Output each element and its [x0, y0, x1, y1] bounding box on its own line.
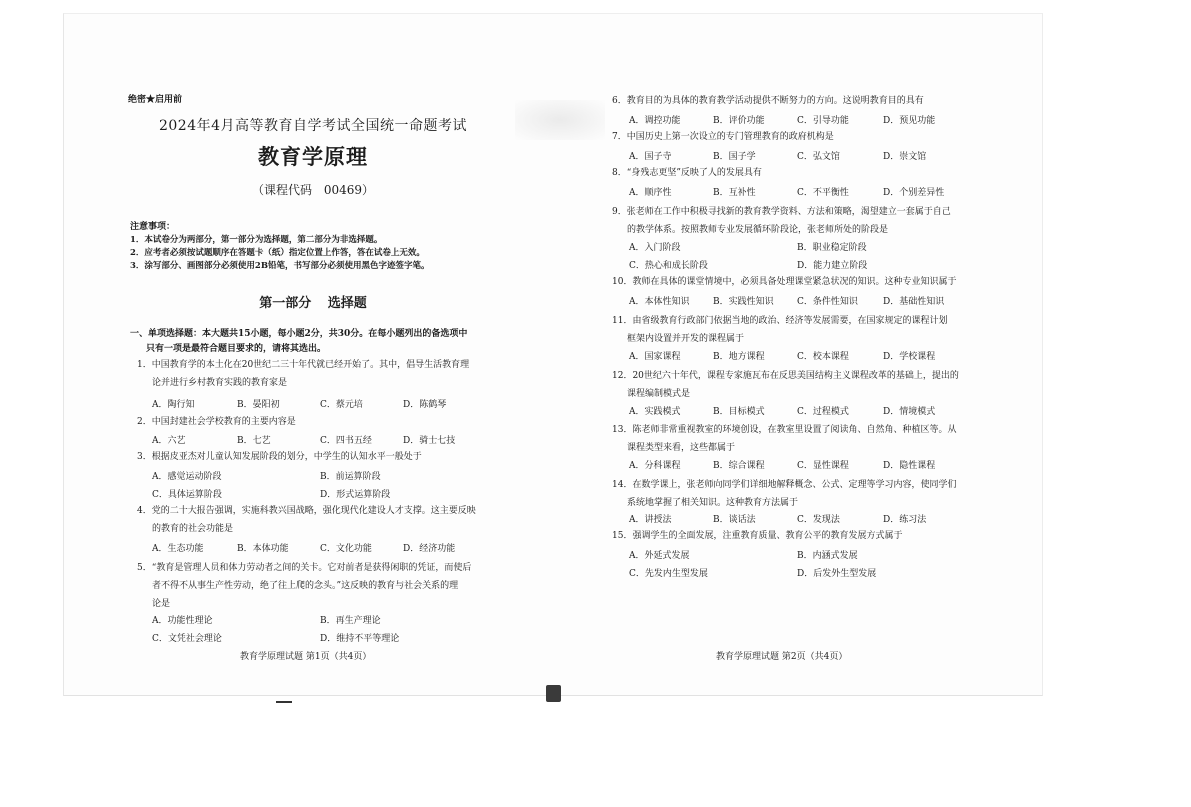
scan-smudge [515, 100, 605, 140]
option-c: C．文凭社会理论 [152, 634, 222, 644]
option-c: C．具体运算阶段 [152, 490, 222, 500]
option-b: B．国子学 [713, 152, 756, 162]
question-9 [612, 203, 977, 239]
question-stem: 8．“身残志更坚”反映了人的发展具有 [612, 168, 762, 178]
option-c: C．文化功能 [320, 544, 372, 554]
note-item: 2．应考者必须按试题顺序在答题卡（纸）指定位置上作答，答在试卷上无效。 [130, 248, 425, 258]
option-a: A．顺序性 [629, 188, 672, 198]
question-stem-cont: 的教学体系。按照教师专业发展循环阶段论，张老师所处的阶段是 [627, 225, 889, 235]
option-b: B．内涵式发展 [797, 551, 858, 561]
question-stem-cont: 的教育的社会功能是 [152, 524, 234, 534]
option-d: D．基础性知识 [883, 297, 945, 307]
option-d: D．隐性课程 [883, 461, 936, 471]
question-6 [612, 95, 977, 107]
option-c: C．过程模式 [797, 407, 849, 417]
option-c: C．校本课程 [797, 352, 849, 362]
note-item: 1．本试卷分为两部分，第一部分为选择题，第二部分为非选择题。 [130, 235, 383, 245]
option-c: C．不平衡性 [797, 188, 849, 198]
question-stem: 3．根据皮亚杰对儿童认知发展阶段的划分，中学生的认知水平一般处于 [137, 452, 422, 462]
option-d: D．陈鹤琴 [403, 400, 447, 410]
part-label: 第一部分 [259, 296, 312, 311]
page-footer-2: 教育学原理试题 第2页（共4页） [716, 652, 848, 662]
question-12 [612, 367, 982, 403]
question-15 [612, 530, 982, 542]
notes-heading: 注意事项： [130, 222, 176, 232]
scan-dash-mark [276, 701, 292, 703]
section-heading [130, 327, 495, 357]
question-stem: 5．“教育是管理人员和体力劳动者之间的关卡。它对前者是获得闲职的凭证，而使后 [137, 563, 472, 573]
option-b: B．实践性知识 [713, 297, 774, 307]
option-a: A．外延式发展 [629, 551, 690, 561]
part-name: 选择题 [327, 296, 367, 311]
option-d: D．练习法 [883, 515, 927, 525]
option-d: D．经济功能 [403, 544, 456, 554]
option-b: B．职业稳定阶段 [797, 243, 867, 253]
option-b: B．互补性 [713, 188, 756, 198]
option-d: D．崇文馆 [883, 152, 927, 162]
question-stem-cont: 课程编制模式是 [627, 389, 691, 399]
confidential-mark: 绝密★启用前 [128, 95, 183, 105]
option-d: D．能力建立阶段 [797, 261, 868, 271]
question-stem: 14．在数学课上，张老师向同学们详细地解释概念、公式、定理等学习内容，使同学们 [612, 480, 957, 490]
option-a: A．入门阶段 [629, 243, 681, 253]
section-heading-line: 只有一项是最符合题目要求的，请将其选出。 [146, 344, 327, 354]
option-a: A．本体性知识 [629, 297, 690, 307]
subject-title: 教育学原理 [258, 144, 368, 169]
question-stem-cont: 论是 [152, 599, 171, 609]
option-c: C．条件性知识 [797, 297, 858, 307]
question-stem-cont: 框架内设置并开发的课程属于 [627, 334, 745, 344]
question-7 [612, 131, 977, 143]
question-stem: 10．教师在具体的课堂情境中，必须具备处理课堂紧急状况的知识。这种专业知识属于 [612, 277, 957, 287]
option-d: D．骑士七技 [403, 436, 456, 446]
option-b: B．综合课程 [713, 461, 765, 471]
question-2 [137, 416, 492, 428]
option-c: C．发现法 [797, 515, 840, 525]
question-stem: 1．中国教育学的本土化在20世纪二三十年代就已经开始了。其中，倡导生活教育理 [137, 360, 470, 370]
option-d: D．维持不平等理论 [320, 634, 400, 644]
option-d: D．预见功能 [883, 116, 936, 126]
option-b: B．地方课程 [713, 352, 765, 362]
option-a: A．实践模式 [629, 407, 681, 417]
exam-title: 2024年4月高等教育自学考试全国统一命题考试 [158, 118, 468, 134]
option-d: D．学校课程 [883, 352, 936, 362]
question-stem: 11．由省级教育行政部门依据当地的政治、经济等发展需要，在国家规定的课程计划 [612, 316, 948, 326]
question-stem: 4．党的二十大报告强调，实施科教兴国战略，强化现代化建设人才支撑。这主要反映 [137, 506, 476, 516]
option-b: B．目标模式 [713, 407, 765, 417]
note-item: 3．涂写部分、画图部分必须使用2B铅笔，书写部分必须使用黑色字迹签字笔。 [130, 261, 430, 271]
option-c: C．热心和成长阶段 [629, 261, 708, 271]
question-stem: 7．中国历史上第一次设立的专门管理教育的政府机构是 [612, 132, 834, 142]
question-10 [612, 276, 982, 288]
option-b: B．谈话法 [713, 515, 756, 525]
scan-binder-mark [546, 685, 561, 702]
question-stem: 13．陈老师非常重视教室的环境创设，在教室里设置了阅读角、自然角、种植区等。从 [612, 425, 957, 435]
option-d: D．形式运算阶段 [320, 490, 391, 500]
section-heading-line: 一、单项选择题：本大题共15小题，每小题2分，共30分。在每小题列出的备选项中 [130, 329, 468, 339]
option-c: C．引导功能 [797, 116, 849, 126]
question-11 [612, 312, 982, 348]
question-5 [137, 559, 492, 613]
question-13 [612, 421, 982, 457]
question-8 [612, 167, 977, 179]
course-code-label: （课程代码 [251, 183, 312, 197]
option-a: A．生态功能 [152, 544, 204, 554]
option-a: A．国子寺 [629, 152, 672, 162]
question-4 [137, 505, 492, 535]
question-stem-cont: 论并进行乡村教育实践的教育家是 [152, 378, 288, 388]
option-a: A．调控功能 [629, 116, 681, 126]
part-title [128, 292, 498, 311]
option-a: A．六艺 [152, 436, 186, 446]
option-d: D．情境模式 [883, 407, 936, 417]
option-a: A．感觉运动阶段 [152, 472, 222, 482]
option-d: D．个别差异性 [883, 188, 945, 198]
page-footer-1: 教育学原理试题 第1页（共4页） [240, 652, 372, 662]
option-a: A．功能性理论 [152, 616, 213, 626]
option-a: A．陶行知 [152, 400, 195, 410]
question-stem-cont: 者不得不从事生产性劳动，绝了往上爬的念头。”这反映的教育与社会关系的理 [152, 581, 459, 591]
option-a: A．分科课程 [629, 461, 681, 471]
option-a: A．讲授法 [629, 515, 672, 525]
option-c: C．先发内生型发展 [629, 569, 708, 579]
course-code-value: 00469） [323, 183, 375, 197]
question-stem: 2．中国封建社会学校教育的主要内容是 [137, 417, 296, 427]
option-d: D．后发外生型发展 [797, 569, 877, 579]
option-a: A．国家课程 [629, 352, 681, 362]
question-stem: 12．20世纪六十年代，课程专家施瓦布在反思美国结构主义课程改革的基础上，提出的 [612, 371, 959, 381]
question-1 [137, 359, 492, 389]
option-c: C．蔡元培 [320, 400, 363, 410]
question-stem: 9．张老师在工作中积极寻找新的教育教学资料、方法和策略，渴望建立一套属于自己 [612, 207, 951, 217]
question-stem: 15．强调学生的全面发展，注重教育质量、教育公平的教育发展方式属于 [612, 531, 903, 541]
option-c: C．四书五经 [320, 436, 372, 446]
question-3 [137, 451, 492, 463]
question-stem-cont: 课程类型来看，这些都属于 [627, 443, 736, 453]
option-b: B．前运算阶段 [320, 472, 381, 482]
question-stem-cont: 系统地掌握了相关知识。这种教育方法属于 [627, 498, 799, 508]
question-stem: 6．教育目的为具体的教育教学活动提供不断努力的方向。这说明教育目的具有 [612, 96, 924, 106]
option-c: C．弘文馆 [797, 152, 840, 162]
option-b: B．再生产理论 [320, 616, 381, 626]
course-code [128, 181, 498, 198]
option-b: B．七艺 [237, 436, 271, 446]
option-b: B．评价功能 [713, 116, 765, 126]
question-14 [612, 476, 982, 512]
option-b: B．本体功能 [237, 544, 289, 554]
option-c: C．显性课程 [797, 461, 849, 471]
option-b: B．晏阳初 [237, 400, 280, 410]
